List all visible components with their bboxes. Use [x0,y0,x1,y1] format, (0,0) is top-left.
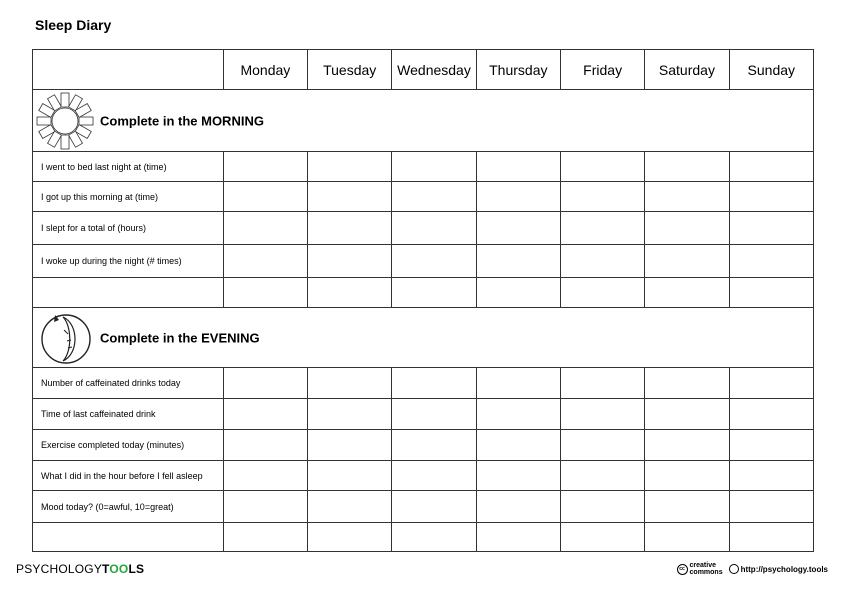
sun-ray [61,93,69,107]
day-header: Thursday [476,50,560,90]
row-label: What I did in the hour before I fell asleep [33,461,224,491]
diary-row [33,523,814,552]
morning-section-row [33,90,814,152]
row-label [33,278,224,308]
entry-cell[interactable] [223,212,307,245]
day-header: Wednesday [392,50,476,90]
entry-cell[interactable] [476,491,560,523]
entry-cell[interactable] [308,212,392,245]
row-label: Exercise completed today (minutes) [33,430,224,461]
row-label: I got up this morning at (time) [33,182,224,212]
entry-cell[interactable] [308,461,392,491]
cc-line2: commons [689,569,723,576]
entry-cell[interactable] [392,212,476,245]
entry-cell[interactable] [729,399,813,430]
evening-section-header [33,308,814,368]
sun-ray [79,117,93,125]
entry-cell[interactable] [645,368,729,399]
day-header: Saturday [645,50,729,90]
diary-row [33,399,814,430]
entry-cell[interactable] [560,368,644,399]
entry-cell[interactable] [392,430,476,461]
entry-cell[interactable] [645,491,729,523]
diary-row [33,461,814,491]
sleep-diary-table [32,49,814,552]
entry-cell[interactable] [560,182,644,212]
entry-cell[interactable] [729,368,813,399]
diary-row [33,368,814,399]
entry-cell[interactable] [308,523,392,552]
row-label: Time of last caffeinated drink [33,399,224,430]
entry-cell[interactable] [223,368,307,399]
entry-cell[interactable] [476,430,560,461]
day-header: Friday [560,50,644,90]
row-label: I woke up during the night (# times) [33,245,224,278]
day-header: Sunday [729,50,813,90]
entry-cell[interactable] [729,278,813,308]
entry-cell[interactable] [223,278,307,308]
globe-icon [729,564,739,574]
entry-cell[interactable] [560,430,644,461]
entry-cell[interactable] [392,182,476,212]
entry-cell[interactable] [392,245,476,278]
entry-cell[interactable] [223,245,307,278]
entry-cell[interactable] [645,212,729,245]
entry-cell[interactable] [476,212,560,245]
entry-cell[interactable] [645,245,729,278]
header-blank-cell [33,50,224,90]
entry-cell[interactable] [223,399,307,430]
diary-row [33,278,814,308]
row-label: Mood today? (0=awful, 10=great) [33,491,224,523]
sun-ray [37,117,51,125]
entry-cell[interactable] [645,152,729,182]
entry-cell[interactable] [560,212,644,245]
entry-cell[interactable] [645,399,729,430]
entry-cell[interactable] [308,399,392,430]
entry-cell[interactable] [308,430,392,461]
entry-cell[interactable] [729,212,813,245]
brand-tools-t: T [102,562,110,576]
moon-icon [41,310,91,373]
row-label [33,523,224,552]
row-label: I slept for a total of (hours) [33,212,224,245]
brand-tools-ls: LS [128,562,145,576]
row-label: I went to bed last night at (time) [33,152,224,182]
entry-cell[interactable] [560,399,644,430]
entry-cell[interactable] [645,182,729,212]
morning-section-header [33,90,814,152]
entry-cell[interactable] [223,523,307,552]
header-row [33,50,814,90]
entry-cell[interactable] [476,278,560,308]
diary-row [33,212,814,245]
website-link[interactable] [729,564,828,574]
evening-heading: Complete in the EVENING [100,330,260,345]
day-header: Monday [223,50,307,90]
entry-cell[interactable] [308,278,392,308]
entry-cell[interactable] [729,152,813,182]
entry-cell[interactable] [223,152,307,182]
entry-cell[interactable] [392,523,476,552]
entry-cell[interactable] [560,278,644,308]
entry-cell[interactable] [308,152,392,182]
entry-cell[interactable] [645,523,729,552]
entry-cell[interactable] [392,461,476,491]
entry-cell[interactable] [223,491,307,523]
entry-cell[interactable] [645,430,729,461]
entry-cell[interactable] [476,523,560,552]
entry-cell[interactable] [392,152,476,182]
row-label: Number of caffeinated drinks today [33,368,224,399]
entry-cell[interactable] [560,245,644,278]
entry-cell[interactable] [645,278,729,308]
diary-row [33,245,814,278]
page-title: Sleep Diary [35,17,112,33]
entry-cell[interactable] [729,491,813,523]
brand-tools-oo: OO [109,562,129,576]
entry-cell[interactable] [223,182,307,212]
entry-cell[interactable] [392,399,476,430]
entry-cell[interactable] [308,245,392,278]
entry-cell[interactable] [476,152,560,182]
sun-ray [61,135,69,149]
entry-cell[interactable] [729,523,813,552]
website-url: http://psychology.tools [740,564,828,574]
entry-cell[interactable] [729,461,813,491]
entry-cell[interactable] [476,461,560,491]
entry-cell[interactable] [560,523,644,552]
day-header: Tuesday [308,50,392,90]
entry-cell[interactable] [476,182,560,212]
entry-cell[interactable] [308,368,392,399]
entry-cell[interactable] [476,245,560,278]
creative-commons-logo [677,562,723,576]
footer-credits [677,562,828,576]
evening-section-row [33,308,814,368]
diary-row [33,152,814,182]
entry-cell[interactable] [476,368,560,399]
entry-cell[interactable] [560,491,644,523]
entry-cell[interactable] [308,182,392,212]
entry-cell[interactable] [476,399,560,430]
entry-cell[interactable] [392,368,476,399]
morning-heading: Complete in the MORNING [100,113,264,128]
entry-cell[interactable] [308,491,392,523]
entry-cell[interactable] [392,278,476,308]
brand-logo [16,562,144,576]
diary-row [33,491,814,523]
entry-cell[interactable] [729,245,813,278]
diary-row [33,182,814,212]
entry-cell[interactable] [560,461,644,491]
entry-cell[interactable] [392,491,476,523]
entry-cell[interactable] [729,430,813,461]
sun-icon [36,92,94,155]
cc-icon: cc [677,564,688,575]
entry-cell[interactable] [645,461,729,491]
entry-cell[interactable] [223,461,307,491]
entry-cell[interactable] [729,182,813,212]
entry-cell[interactable] [560,152,644,182]
entry-cell[interactable] [223,430,307,461]
diary-row [33,430,814,461]
brand-text: PSYCHOLOGY [16,562,103,576]
cc-line1: creative [689,562,716,569]
